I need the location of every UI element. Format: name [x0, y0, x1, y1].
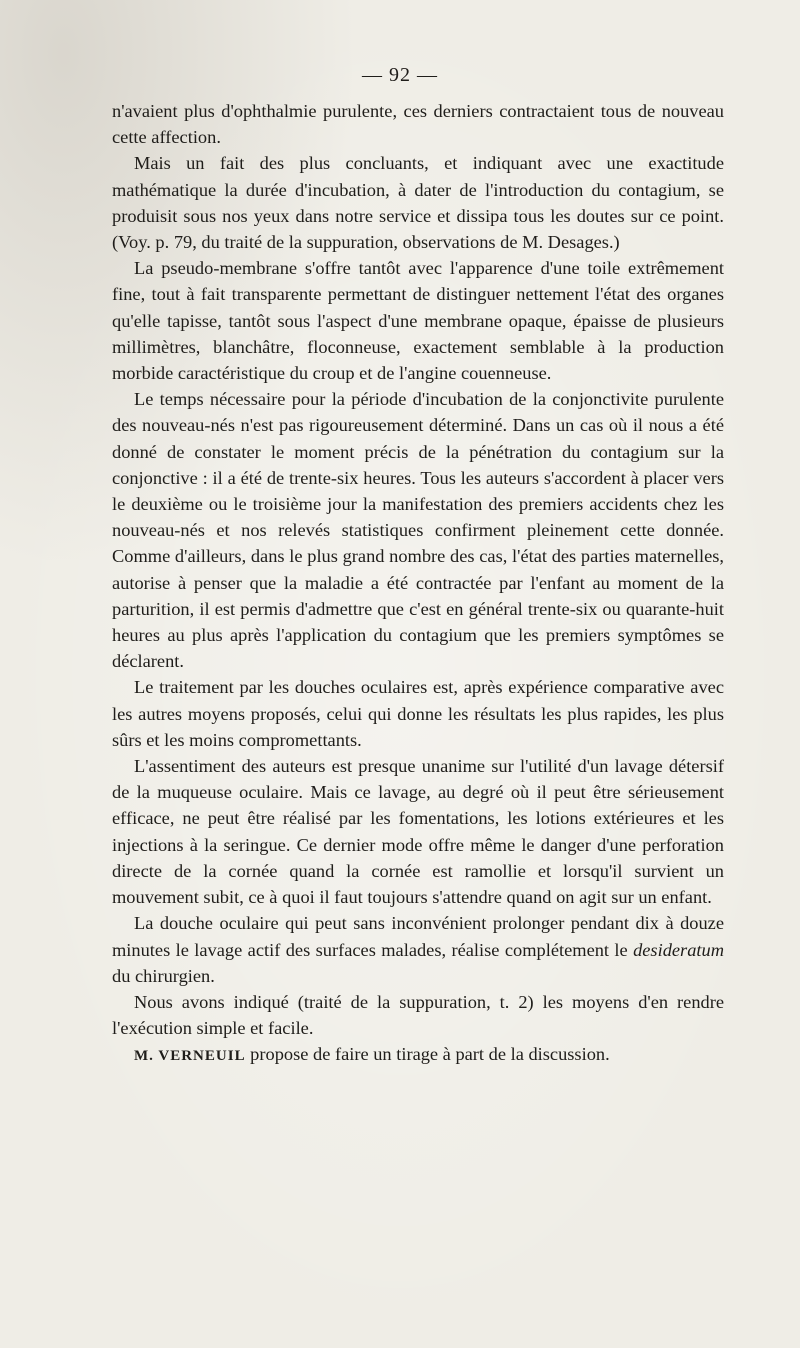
paragraph-6: L'assentiment des auteurs est presque unanime sur l'utilité d'un lavage détersif de la muqueuse oculaire. Mais ce lavage, au degré où il peut être sérieusement efficace, ne peut être réalisé par les fomentations, les lotions extérieures et les injections à la seringue. Ce dernier mode offre même le danger d'une perforation directe de la cornée quand la cornée est ramollie et lorsqu'il survient un mouvement subit, ce à quoi il faut toujours s'attendre quand on agit sur un enfant. — [112, 756, 724, 908]
page-number: — 92 — — [362, 64, 438, 86]
body-text — [112, 98, 724, 1070]
paragraph-7-end: du chirurgien. — [112, 965, 215, 986]
paragraph-3: La pseudo-membrane s'offre tantôt avec l'apparence d'une toile extrêmement fine, tout à fait transparente permettant de distinguer nettement l'état des organes qu'elle tapisse, tantôt sous l'aspect d'une membrane opaque, épaisse de plusieurs millimètres, blanchâtre, floconneuse, exactement semblable à la production morbide caractéristique du croup et de l'angine couenneuse. — [112, 258, 724, 384]
paragraph-1: n'avaient plus d'ophthalmie purulente, ces derniers contractaient tous de nouveau cette affection. — [112, 101, 724, 148]
paragraph-9-text: propose de faire un tirage à part de la discussion. — [245, 1044, 610, 1065]
paragraph-8: Nous avons indiqué (traité de la suppuration, t. 2) les moyens d'en rendre l'exécution simple et facile. — [112, 991, 724, 1039]
paragraph-7-italic-term: desideratum — [633, 939, 724, 960]
speaker-name: M. VERNEUIL — [134, 1048, 246, 1065]
paragraph-7-start: La douche oculaire qui peut sans inconvénient prolonger pendant dix à douze minutes le lavage actif des surfaces malades, réalise complétement le — [112, 913, 724, 960]
paragraph-7 — [112, 910, 724, 989]
paragraph-9 — [112, 1041, 724, 1069]
paragraph-5: Le traitement par les douches oculaires est, après expérience comparative avec les autres moyens proposés, celui qui donne les résultats les plus rapides, les plus sûrs et les moins compromettants. — [112, 677, 724, 750]
paragraph-2: Mais un fait des plus concluants, et indiquant avec une exactitude mathématique la durée d'incubation, à dater de l'introduction du contagium, se produisit sous nos yeux dans notre service et dissipa tous les doutes sur ce point. (Voy. p. 79, du traité de la suppuration, observations de M. Desages.) — [112, 153, 724, 253]
paragraph-4: Le temps nécessaire pour la période d'incubation de la conjonctivite purulente des nouveau-nés n'est pas rigoureusement déterminé. Dans un cas où il nous a été donné de constater le moment précis de la pénétration du contagium sur la conjonctive : il a été de trente-six heures. Tous les auteurs s'accordent à placer vers le deuxième ou le troisième jour la manifestation des premiers accidents chez les nouveau-nés et nos relevés statistiques confirment pleinement cette donnée. Comme d'ailleurs, dans le plus grand nombre des cas, l'état des parties maternelles, autorise à penser que la maladie a été contractée par l'enfant au moment de la parturition, il est permis d'admettre que c'est en général trente-six ou quarante-huit heures au plus après l'application du contagium que les premiers symptômes se déclarent. — [112, 389, 724, 672]
